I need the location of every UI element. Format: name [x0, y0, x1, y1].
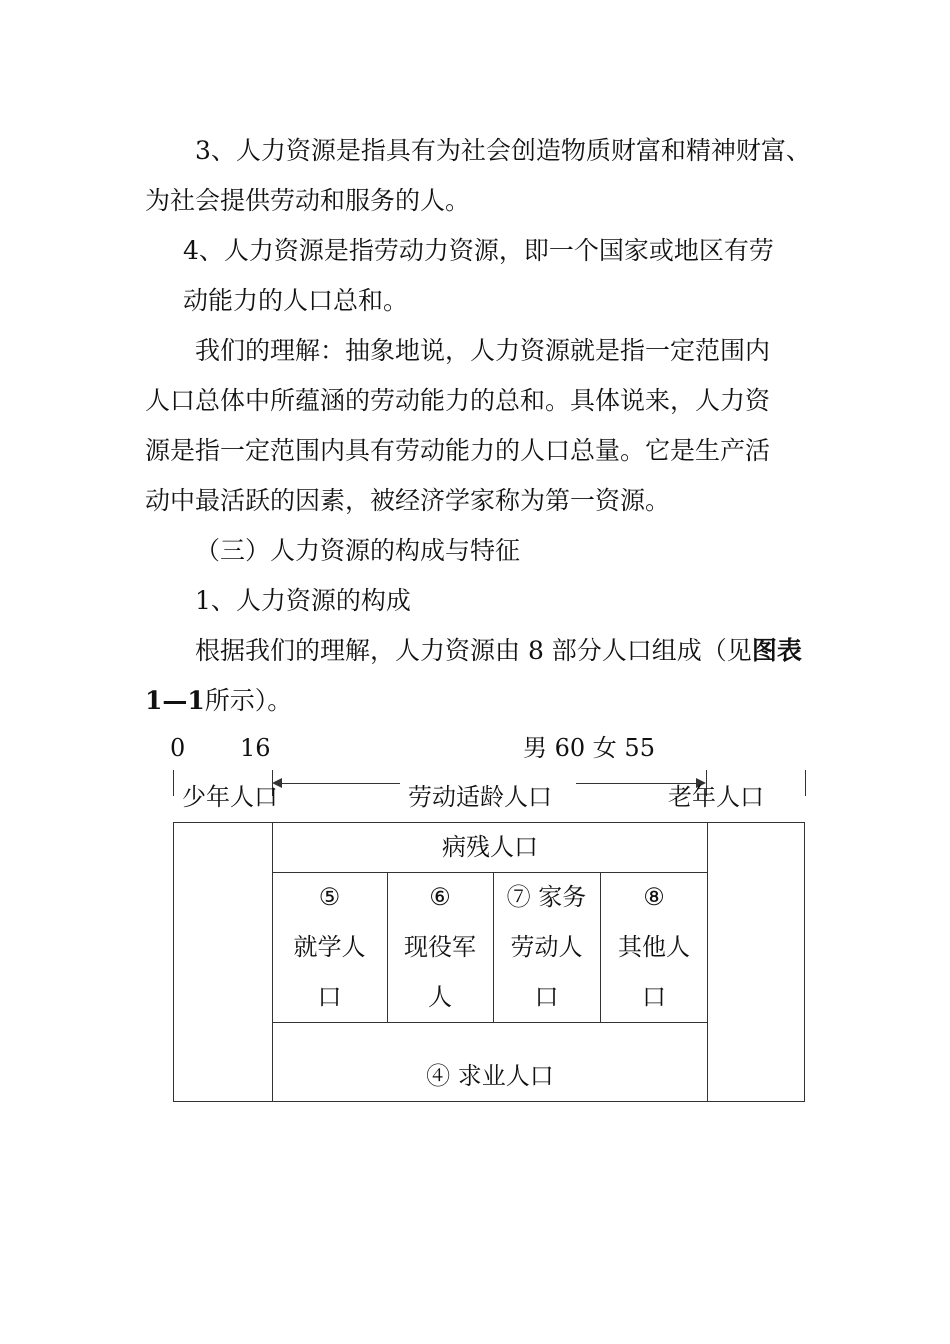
understanding-line-2: 人口总体中所蕴涵的劳动能力的总和。具体说来，人力资	[145, 386, 771, 415]
age-label-0: 0	[170, 734, 186, 762]
cell-8-line-2: 口	[642, 983, 666, 1011]
age-label-16: 16	[240, 734, 271, 762]
figure-reference: 图表	[751, 636, 802, 665]
age-label-retirement: 男 60 女 55	[523, 734, 655, 762]
jobseeker-population-cell: ④ 求业人口	[426, 1062, 554, 1090]
cell-5-line-2: 口	[317, 983, 342, 1011]
cell-6-line-2: 人	[428, 983, 452, 1011]
cell-5-line-1: 就学人	[293, 933, 366, 961]
elderly-population-label: 老年人口	[668, 783, 764, 811]
cell-6-line-1: 现役军	[404, 933, 476, 961]
composition-text: 根据我们的理解，人力资源由 8 部分人口组成（见	[195, 636, 752, 665]
paragraph-3-line-2: 为社会提供劳动和服务的人。	[145, 186, 471, 215]
composition-text-end: 所示）。	[204, 686, 293, 715]
working-age-population-label: 劳动适龄人口	[408, 783, 552, 811]
disabled-population-cell: 病残人口	[442, 833, 538, 861]
paragraph-3-line-1: 3、人力资源是指具有为社会创造物质财富和精神财富、	[195, 136, 811, 165]
cell-8-line-1: 其他人	[618, 933, 690, 961]
tick-end	[805, 770, 806, 796]
student-population-cell	[272, 872, 387, 1022]
composition-line-1	[195, 636, 802, 666]
cell-7-line-1: 劳动人	[510, 933, 583, 961]
section-heading: （三）人力资源的构成与特征	[195, 536, 521, 565]
figure-number: 1—1	[145, 686, 205, 715]
understanding-line-1: 我们的理解：抽象地说，人力资源就是指一定范围内	[195, 336, 771, 365]
household-labor-cell	[493, 872, 600, 1022]
paragraph-4-line-1: 4、人力资源是指劳动力资源，即一个国家或地区有劳	[183, 236, 774, 265]
arrow-left-shaft	[276, 783, 400, 784]
subsection-heading: 1、人力资源的构成	[195, 586, 411, 615]
cell-7-line-0: ⑦ 家务	[506, 883, 587, 911]
military-population-cell	[387, 872, 493, 1022]
understanding-line-4: 动中最活跃的因素，被经济学家称为第一资源。	[145, 486, 671, 515]
understanding-line-3: 源是指一定范围内具有劳动能力的人口总量。它是生产活	[145, 436, 771, 465]
tick-0	[173, 770, 174, 796]
composition-line-2	[145, 686, 292, 716]
cell-5-number: ⑤	[318, 883, 341, 911]
paragraph-4-line-2: 动能力的人口总和。	[183, 286, 409, 315]
youth-population-label: 少年人口	[182, 783, 278, 811]
divider-jobseeker-row	[272, 1022, 708, 1023]
cell-7-line-2: 口	[534, 983, 559, 1011]
cell-8-number: ⑧	[643, 883, 665, 911]
cell-6-number: ⑥	[429, 883, 451, 911]
other-population-cell	[600, 872, 708, 1022]
